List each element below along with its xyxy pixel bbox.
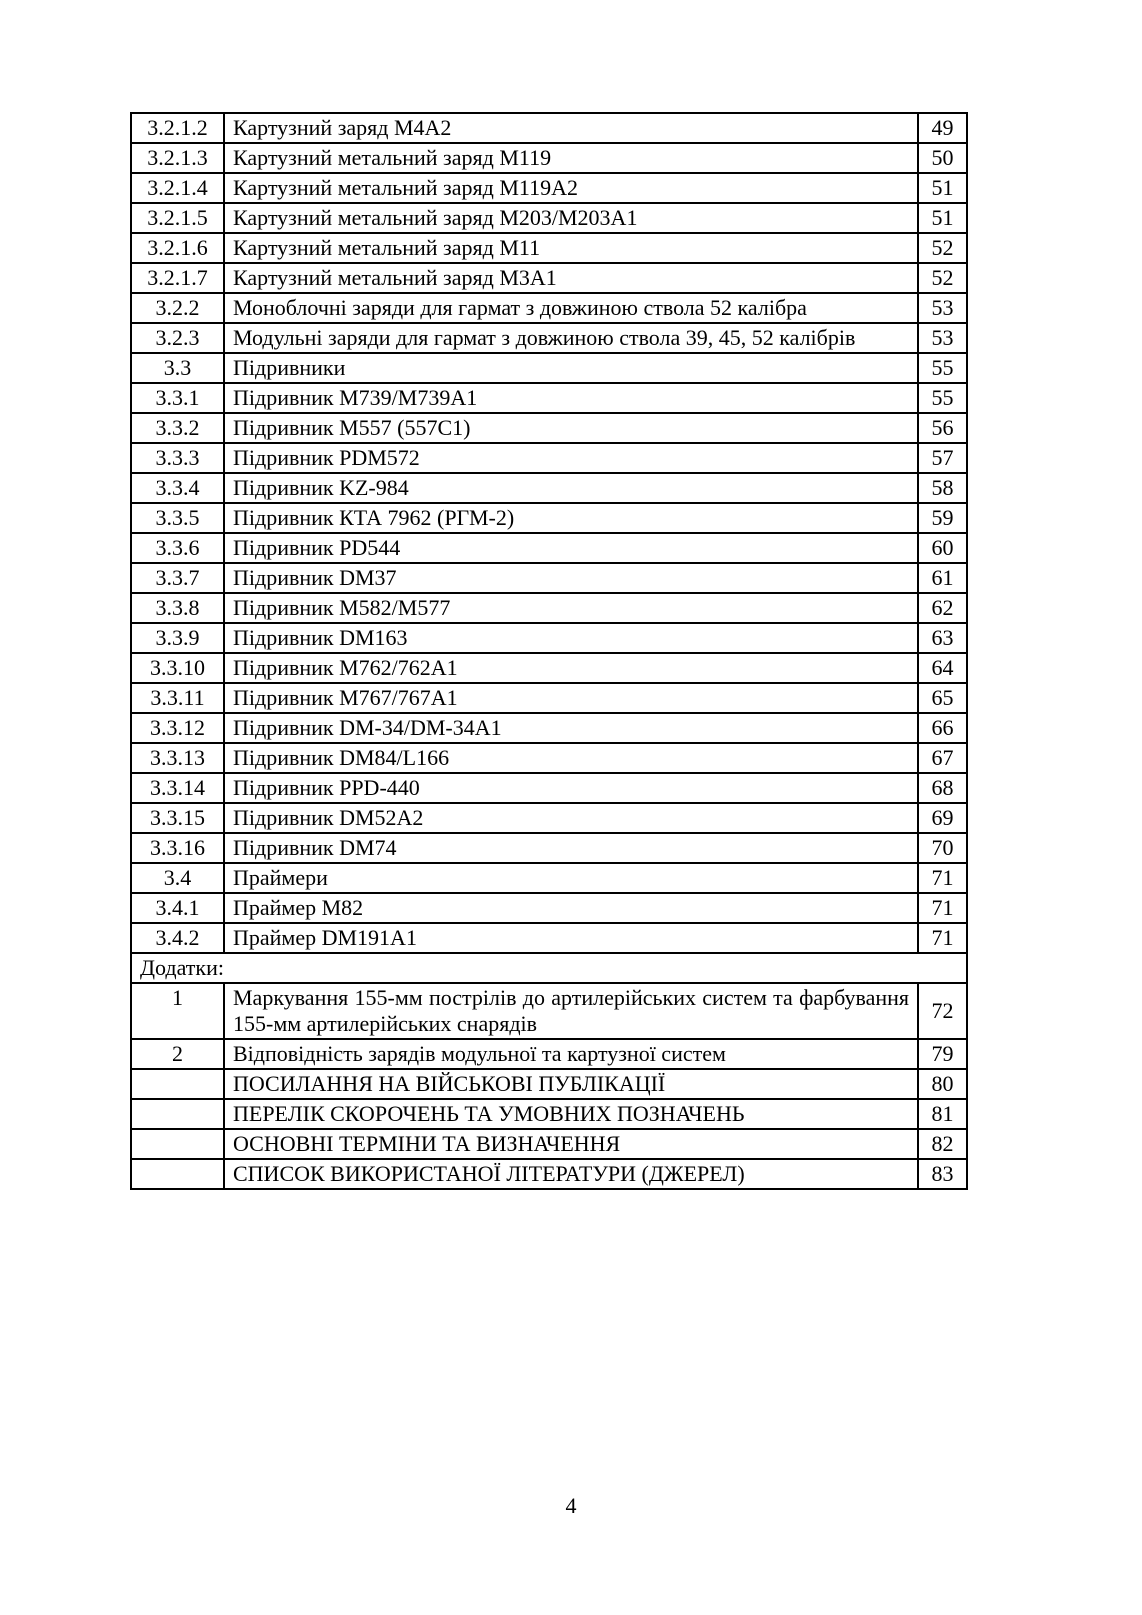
- toc-page-cell: 60: [918, 533, 967, 563]
- toc-title-cell: Підривник KZ-984: [224, 473, 918, 503]
- toc-page-cell: 64: [918, 653, 967, 683]
- toc-title-cell: Картузний метальний заряд М11: [224, 233, 918, 263]
- toc-num-cell: 3.4: [131, 863, 224, 893]
- toc-page-cell: 56: [918, 413, 967, 443]
- toc-title-cell: Підривник PPD-440: [224, 773, 918, 803]
- toc-row: [131, 803, 967, 833]
- toc-page-cell: 71: [918, 863, 967, 893]
- toc-num-cell: 1: [131, 983, 224, 1039]
- toc-num-cell: 3.4.2: [131, 923, 224, 953]
- toc-row: [131, 863, 967, 893]
- toc-page-cell: 52: [918, 263, 967, 293]
- toc-title-cell: Праймер DM191А1: [224, 923, 918, 953]
- toc-page-cell: 72: [918, 983, 967, 1039]
- toc-table: [130, 112, 968, 1190]
- toc-row: [131, 293, 967, 323]
- toc-page-cell: 51: [918, 203, 967, 233]
- toc-title-cell: Підривник М557 (557С1): [224, 413, 918, 443]
- toc-row: [131, 413, 967, 443]
- toc-title-cell: Підривник М767/767А1: [224, 683, 918, 713]
- toc-title-cell: Підривник М762/762А1: [224, 653, 918, 683]
- toc-title-cell: Картузний заряд М4А2: [224, 113, 918, 143]
- toc-section-label: Додатки:: [131, 953, 967, 983]
- toc-num-cell: 3.3.3: [131, 443, 224, 473]
- toc-num-cell: 3.3.5: [131, 503, 224, 533]
- toc-page-cell: 55: [918, 383, 967, 413]
- toc-page-cell: 53: [918, 293, 967, 323]
- toc-page-cell: 55: [918, 353, 967, 383]
- toc-row: [131, 1129, 967, 1159]
- toc-num-cell: 2: [131, 1039, 224, 1069]
- toc-row: [131, 923, 967, 953]
- toc-row: [131, 473, 967, 503]
- toc-row: [131, 503, 967, 533]
- toc-page-cell: 50: [918, 143, 967, 173]
- page-number: 4: [565, 1493, 577, 1518]
- toc-page-cell: 69: [918, 803, 967, 833]
- toc-num-cell: 3.3.7: [131, 563, 224, 593]
- toc-num-cell: 3.4.1: [131, 893, 224, 923]
- toc-num-cell: 3.2.1.7: [131, 263, 224, 293]
- toc-page-cell: 65: [918, 683, 967, 713]
- toc-title-cell: ОСНОВНІ ТЕРМІНИ ТА ВИЗНАЧЕННЯ: [224, 1129, 918, 1159]
- toc-section-row: [131, 953, 967, 983]
- toc-row: [131, 893, 967, 923]
- toc-num-cell: 3.3.15: [131, 803, 224, 833]
- toc-row: [131, 833, 967, 863]
- toc-page-cell: 70: [918, 833, 967, 863]
- toc-num-cell: 3.3.13: [131, 743, 224, 773]
- toc-num-cell: 3.2.1.5: [131, 203, 224, 233]
- toc-num-cell: 3.3.14: [131, 773, 224, 803]
- toc-title-cell: Праймер М82: [224, 893, 918, 923]
- toc-page-cell: 71: [918, 893, 967, 923]
- toc-page-cell: 57: [918, 443, 967, 473]
- toc-page-cell: 81: [918, 1099, 967, 1129]
- toc-row: [131, 593, 967, 623]
- toc-row: [131, 113, 967, 143]
- toc-num-cell: 3.3.8: [131, 593, 224, 623]
- toc-row: [131, 713, 967, 743]
- toc-title-cell: Підривник КТА 7962 (РГМ-2): [224, 503, 918, 533]
- toc-title-cell: Модульні заряди для гармат з довжиною ствола 39, 45, 52 калібрів: [224, 323, 918, 353]
- toc-page-cell: 59: [918, 503, 967, 533]
- toc-title-cell: Підривник DM-34/DM-34А1: [224, 713, 918, 743]
- toc-title-cell: Підривник DM37: [224, 563, 918, 593]
- toc-page-cell: 66: [918, 713, 967, 743]
- toc-row: [131, 683, 967, 713]
- toc-num-cell: 3.2.3: [131, 323, 224, 353]
- toc-title-cell: Картузний метальний заряд М3А1: [224, 263, 918, 293]
- toc-page-cell: 71: [918, 923, 967, 953]
- toc-num-cell: [131, 1099, 224, 1129]
- toc-page-cell: 82: [918, 1129, 967, 1159]
- toc-row: [131, 743, 967, 773]
- toc-title-cell: Підривник DM84/L166: [224, 743, 918, 773]
- toc-title-cell: Підривник DM52А2: [224, 803, 918, 833]
- toc-num-cell: 3.2.2: [131, 293, 224, 323]
- toc-title-cell: Підривник DM74: [224, 833, 918, 863]
- toc-row: [131, 143, 967, 173]
- toc-title-cell: Праймери: [224, 863, 918, 893]
- toc-title-cell: Підривник DM163: [224, 623, 918, 653]
- toc-title-cell: ПОСИЛАННЯ НА ВІЙСЬКОВІ ПУБЛІКАЦІЇ: [224, 1069, 918, 1099]
- toc-page-cell: 80: [918, 1069, 967, 1099]
- toc-row: [131, 773, 967, 803]
- toc-num-cell: 3.3.2: [131, 413, 224, 443]
- toc-num-cell: 3.2.1.3: [131, 143, 224, 173]
- toc-row: [131, 233, 967, 263]
- toc-row: [131, 653, 967, 683]
- toc-num-cell: 3.3.6: [131, 533, 224, 563]
- toc-title-cell: Підривники: [224, 353, 918, 383]
- toc-row: [131, 1069, 967, 1099]
- toc-row: [131, 173, 967, 203]
- toc-page-cell: 58: [918, 473, 967, 503]
- toc-num-cell: 3.3: [131, 353, 224, 383]
- toc-title-cell: Підривник М582/М577: [224, 593, 918, 623]
- toc-title-cell: Картузний метальний заряд М203/М203А1: [224, 203, 918, 233]
- toc-page-cell: 79: [918, 1039, 967, 1069]
- toc-num-cell: 3.2.1.6: [131, 233, 224, 263]
- toc-row: [131, 1099, 967, 1129]
- toc-num-cell: 3.3.4: [131, 473, 224, 503]
- toc-num-cell: 3.3.1: [131, 383, 224, 413]
- toc-table-body: [131, 113, 967, 1189]
- toc-num-cell: 3.3.12: [131, 713, 224, 743]
- toc-row: [131, 983, 967, 1039]
- toc-num-cell: [131, 1069, 224, 1099]
- toc-row: [131, 443, 967, 473]
- toc-title-cell: Маркування 155-мм пострілів до артилерійських систем та фарбування 155-мм артилерійських снарядів: [224, 983, 918, 1039]
- toc-row: [131, 353, 967, 383]
- toc-page-cell: 62: [918, 593, 967, 623]
- toc-title-cell: Картузний метальний заряд М119А2: [224, 173, 918, 203]
- toc-num-cell: 3.3.9: [131, 623, 224, 653]
- toc-title-cell: Підривник PD544: [224, 533, 918, 563]
- toc-row: [131, 203, 967, 233]
- toc-page-cell: 83: [918, 1159, 967, 1189]
- toc-num-cell: [131, 1159, 224, 1189]
- toc-row: [131, 383, 967, 413]
- toc-page-cell: 68: [918, 773, 967, 803]
- toc-title-cell: Підривник PDM572: [224, 443, 918, 473]
- toc-title-cell: Картузний метальний заряд М119: [224, 143, 918, 173]
- toc-page-cell: 52: [918, 233, 967, 263]
- toc-page-cell: 61: [918, 563, 967, 593]
- toc-row: [131, 623, 967, 653]
- toc-num-cell: 3.3.10: [131, 653, 224, 683]
- toc-title-cell: Моноблочні заряди для гармат з довжиною ствола 52 калібра: [224, 293, 918, 323]
- toc-title-cell: Відповідність зарядів модульної та картузної систем: [224, 1039, 918, 1069]
- toc-num-cell: 3.2.1.4: [131, 173, 224, 203]
- toc-title-cell: СПИСОК ВИКОРИСТАНОЇ ЛІТЕРАТУРИ (ДЖЕРЕЛ): [224, 1159, 918, 1189]
- toc-num-cell: 3.3.11: [131, 683, 224, 713]
- toc-row: [131, 533, 967, 563]
- toc-num-cell: 3.2.1.2: [131, 113, 224, 143]
- toc-page-cell: 67: [918, 743, 967, 773]
- toc-page-cell: 53: [918, 323, 967, 353]
- toc-page-cell: 49: [918, 113, 967, 143]
- toc-row: [131, 1159, 967, 1189]
- toc-title-cell: ПЕРЕЛІК СКОРОЧЕНЬ ТА УМОВНИХ ПОЗНАЧЕНЬ: [224, 1099, 918, 1129]
- toc-row: [131, 1039, 967, 1069]
- toc-row: [131, 323, 967, 353]
- toc-num-cell: [131, 1129, 224, 1159]
- toc-row: [131, 263, 967, 293]
- toc-num-cell: 3.3.16: [131, 833, 224, 863]
- toc-page-cell: 51: [918, 173, 967, 203]
- toc-title-cell: Підривник М739/М739А1: [224, 383, 918, 413]
- toc-page-cell: 63: [918, 623, 967, 653]
- toc-row: [131, 563, 967, 593]
